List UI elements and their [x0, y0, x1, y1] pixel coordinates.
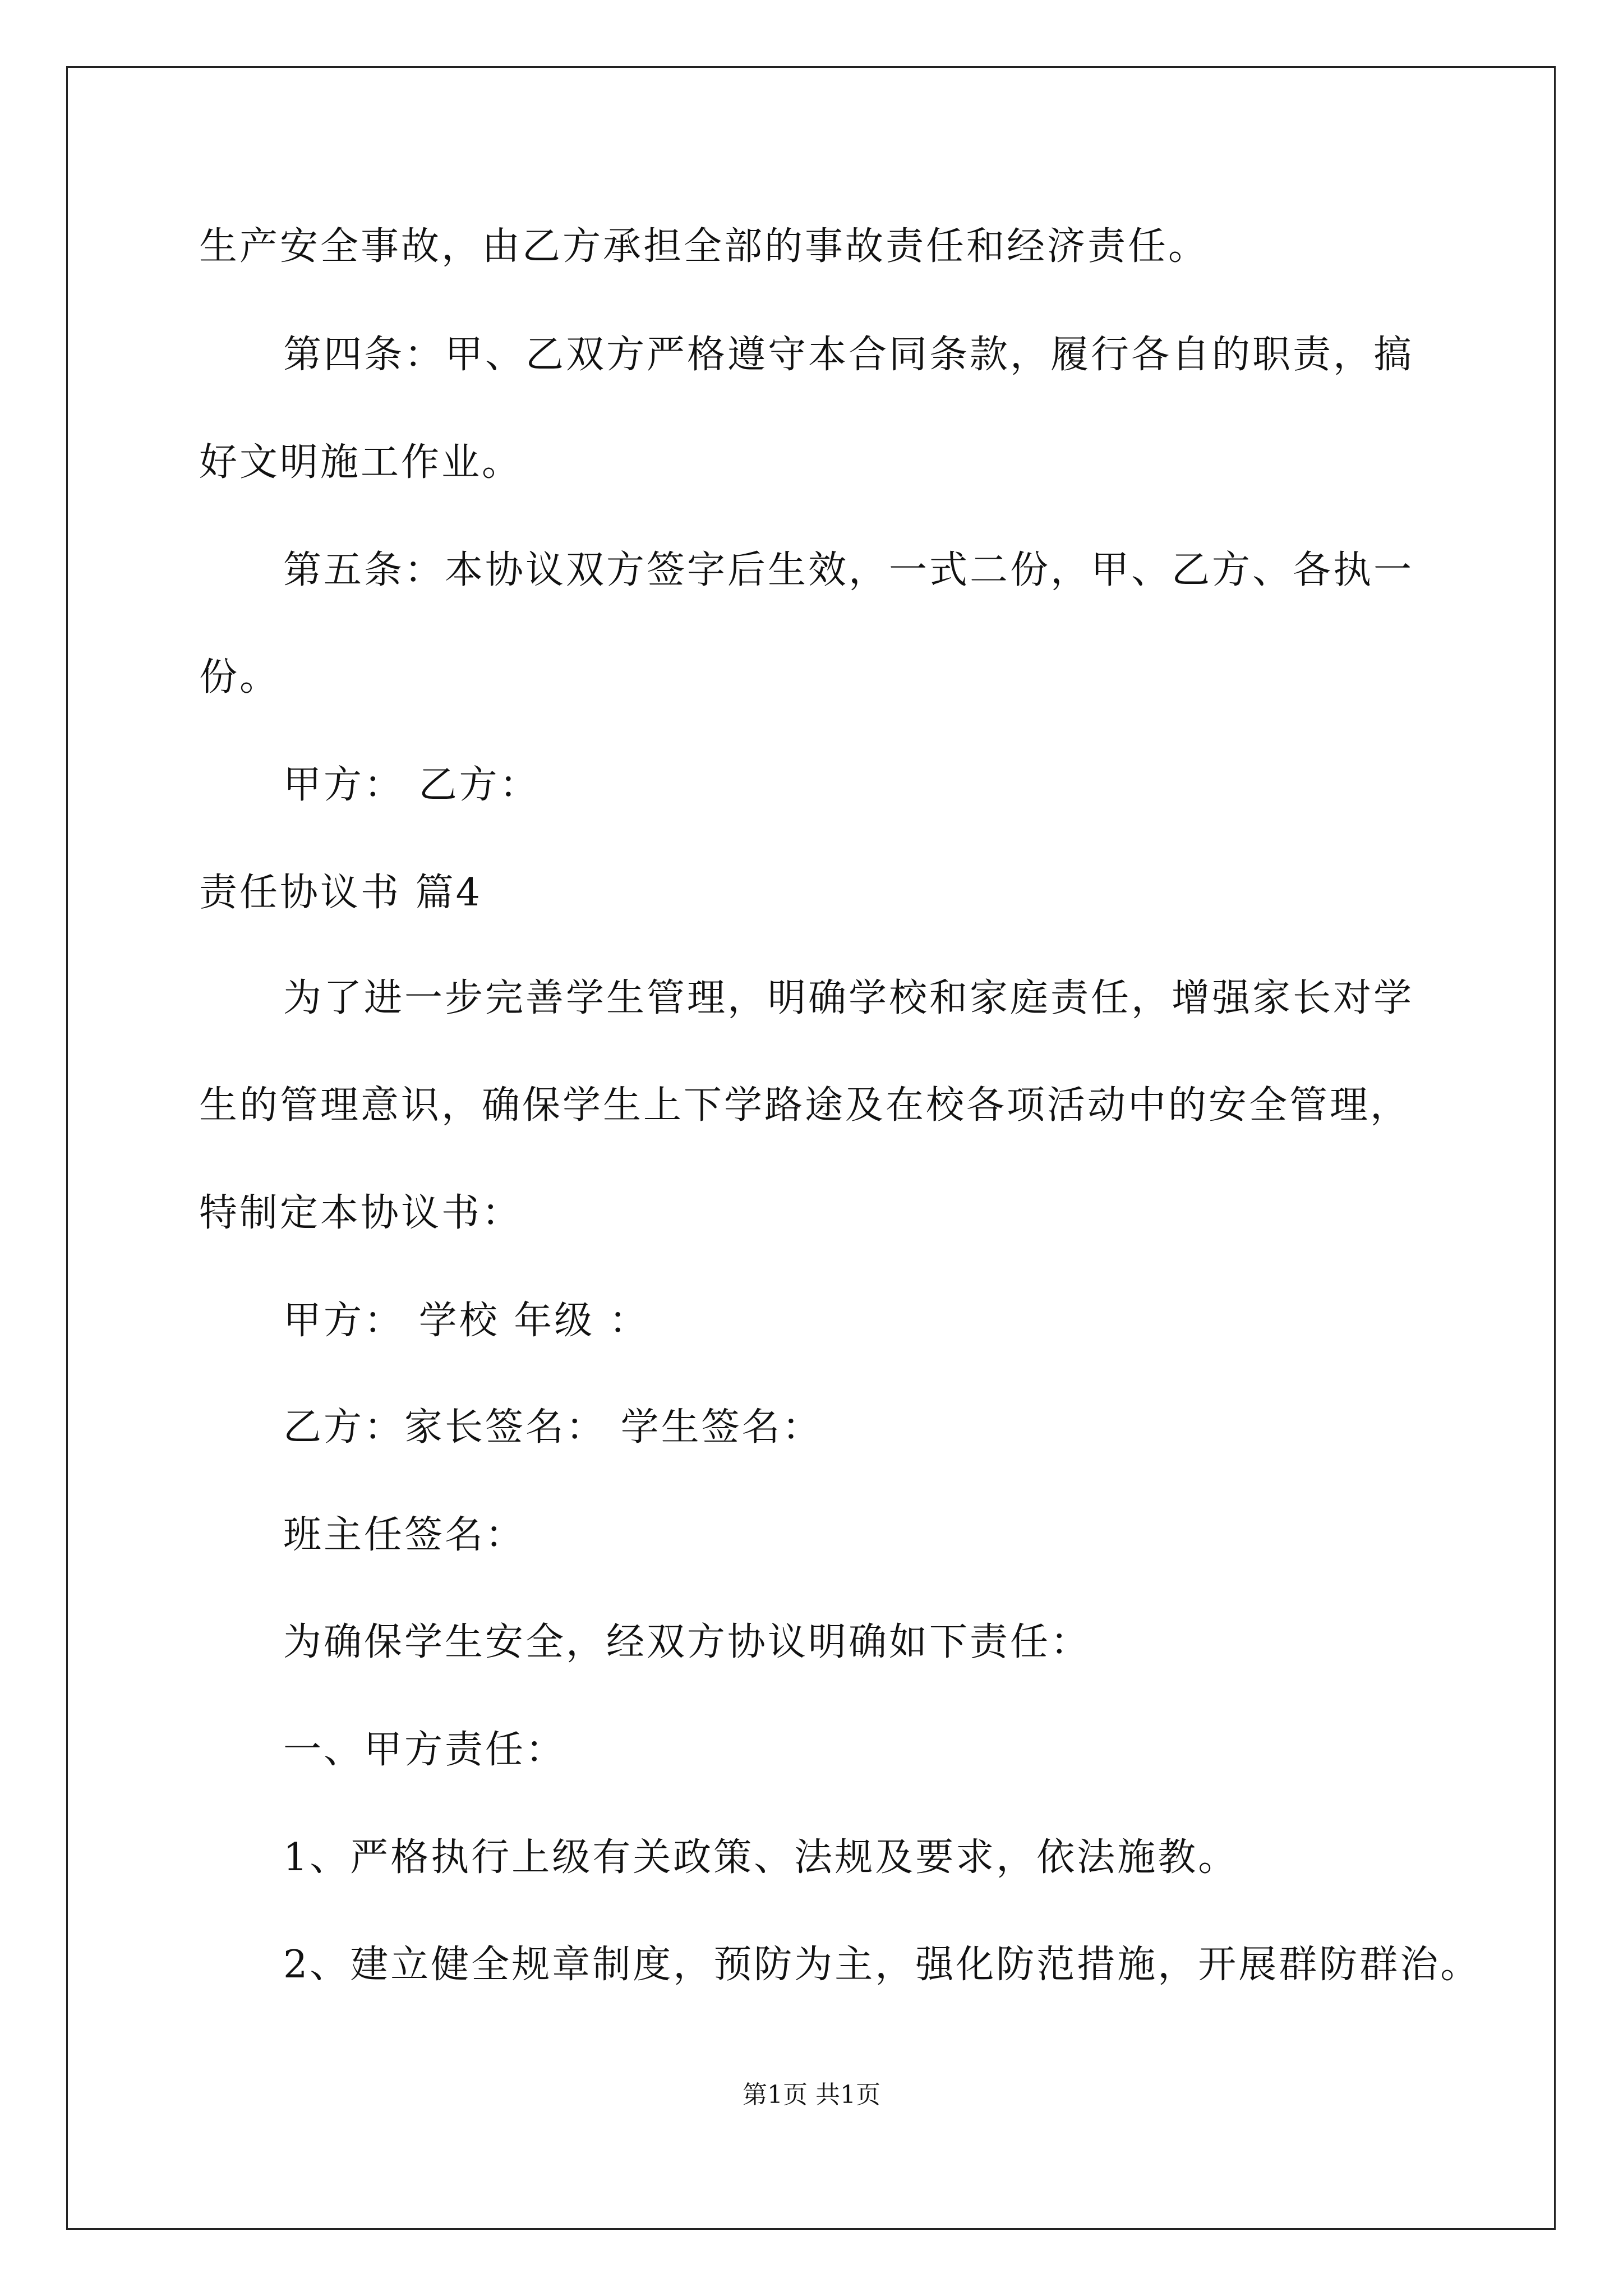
body-line: 第五条：本协议双方签字后生效，一式二份，甲、乙方、各执一 — [283, 548, 1414, 592]
body-line: 2、建立健全规章制度，预防为主，强化防范措施，开展群防群治。 — [283, 1943, 1481, 1987]
body-line: 生的管理意识，确保学生上下学路途及在校各项活动中的安全管理， — [199, 1083, 1411, 1128]
body-line: 甲方： 学校 年级 ： — [283, 1299, 649, 1343]
body-line: 生产安全事故，由乙方承担全部的事故责任和经济责任。 — [199, 224, 1209, 269]
page-footer: 第1页 共1页 — [743, 2081, 880, 2109]
body-line: 份。 — [199, 655, 280, 700]
body-line: 1、严格执行上级有关政策、法规及要求，依法施教。 — [283, 1835, 1239, 1880]
section-heading: 责任协议书 篇4 — [199, 871, 482, 915]
body-line: 为了进一步完善学生管理，明确学校和家庭责任，增强家长对学 — [283, 976, 1414, 1020]
page-border — [66, 66, 1556, 2230]
body-line: 第四条：甲、乙双方严格遵守本合同条款，履行各自的职责，搞 — [283, 333, 1414, 377]
body-line: 特制定本协议书： — [199, 1191, 523, 1235]
body-line: 乙方：家长签名： 学生签名： — [283, 1405, 823, 1450]
body-line: 为确保学生安全，经双方协议明确如下责任： — [283, 1620, 1091, 1664]
body-line: 甲方： 乙方： — [283, 763, 540, 807]
body-line: 一、甲方责任： — [283, 1728, 566, 1772]
body-line: 好文明施工作业。 — [199, 440, 523, 485]
body-line: 班主任签名： — [283, 1513, 526, 1557]
